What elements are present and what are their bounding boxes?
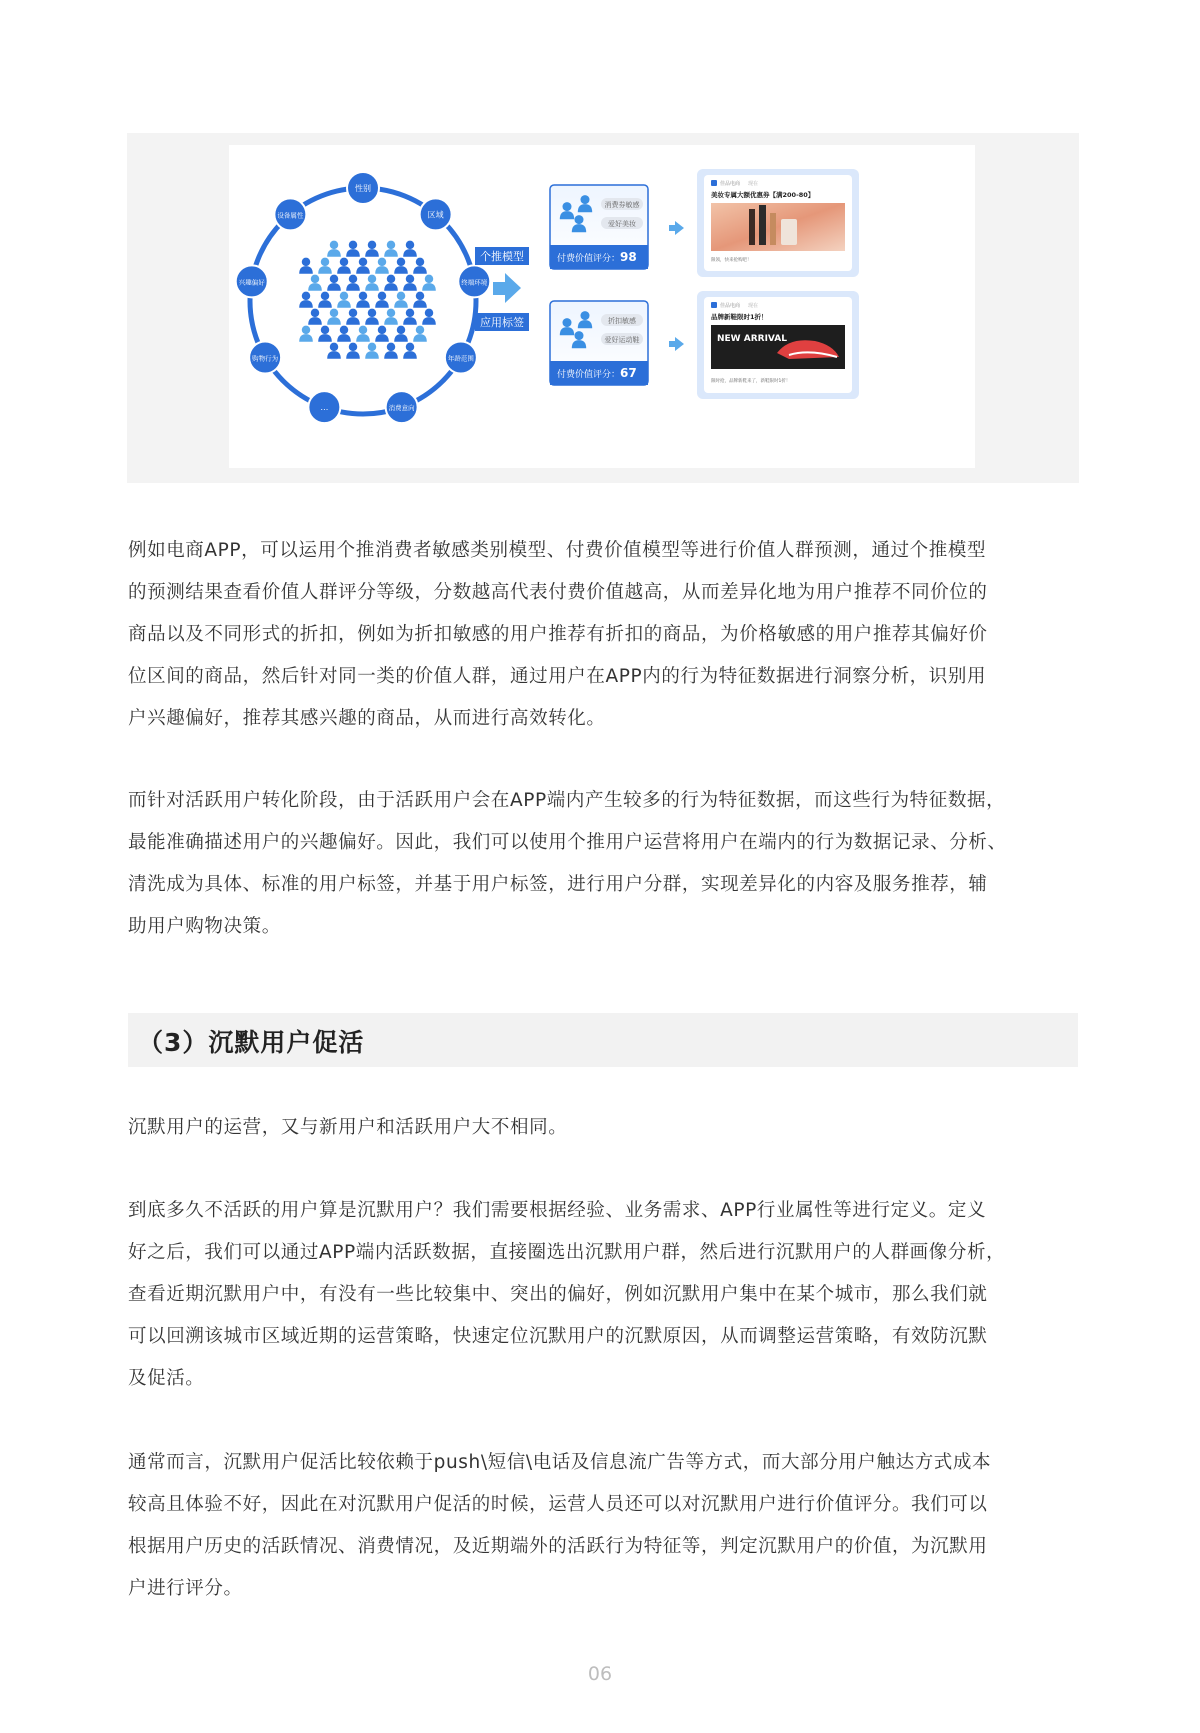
- person-icon: [403, 241, 417, 257]
- person-icon: [375, 258, 389, 274]
- text-line: 清洗成为具体、标准的用户标签，并基于用户标签，进行用户分群，实现差异化的内容及服务推荐，辅: [128, 874, 988, 895]
- ad-footer: 限领，快来抢购吧！: [711, 258, 752, 263]
- person-icon: [403, 343, 417, 359]
- paragraph-silent-scoring: [128, 1442, 1079, 1610]
- ring-label-text: 终端环境: [461, 278, 488, 287]
- person-icon: [365, 343, 379, 359]
- ring-label-text: 区域: [427, 210, 444, 220]
- paragraph-ecommerce-example: [128, 530, 1079, 740]
- ring-label-bubble: [249, 342, 281, 374]
- person-icon: [318, 326, 332, 342]
- ring-label-bubble: [458, 265, 490, 297]
- person-icon: [365, 309, 379, 325]
- app-icon: [711, 302, 717, 308]
- person-icon: [327, 343, 341, 359]
- person-icon: [318, 292, 332, 308]
- person-icon: [299, 292, 313, 308]
- figure-frame: [127, 133, 1079, 483]
- ad-time: 现在: [748, 181, 759, 187]
- person-icon: [327, 241, 341, 257]
- person-icon: [337, 258, 351, 274]
- model-tag-label: 应用标签: [480, 316, 524, 329]
- user-card-1: [550, 185, 648, 269]
- person-icon: [375, 326, 389, 342]
- person-icon: [403, 275, 417, 291]
- person-icon: [413, 326, 427, 342]
- person-icon: [384, 309, 398, 325]
- push-ad-card-1: [697, 169, 859, 277]
- person-icon: [365, 275, 379, 291]
- person-icon: [394, 292, 408, 308]
- text-line: 例如电商APP，可以运用个推消费者敏感类别模型、付费价值模型等进行价值人群预测，通过个推模型: [128, 540, 987, 561]
- person-icon: [375, 292, 389, 308]
- person-icon: [337, 292, 351, 308]
- ad-footer: 限时抢，品牌新鞋来了，新鞋限时1折！: [711, 379, 791, 384]
- text-line: 查看近期沉默用户中，有没有一些比较集中、突出的偏好，例如沉默用户集中在某个城市，那么我们就: [128, 1284, 988, 1305]
- card-score: 付费价值评分：98: [557, 250, 637, 264]
- paragraph-active-users: [128, 780, 1079, 948]
- person-icon: [422, 309, 436, 325]
- person-icon: [394, 258, 408, 274]
- card-tag: 消费券敏感: [604, 201, 640, 209]
- model-tag-2: [475, 313, 529, 331]
- model-tag-label: 个推模型: [480, 250, 524, 263]
- person-icon: [356, 326, 370, 342]
- app-icon: [711, 180, 717, 186]
- person-icon: [413, 258, 427, 274]
- section-title: （3）沉默用户促活: [138, 1028, 365, 1057]
- ad-title: 品牌新鞋限时1折！: [711, 313, 768, 321]
- card-tag: 折扣敏感: [608, 317, 636, 325]
- paragraph-silent-intro: [128, 1107, 1079, 1149]
- person-icon: [337, 326, 351, 342]
- ring-label-text: 年龄范围: [447, 354, 474, 363]
- person-icon: [318, 258, 332, 274]
- ring-label-bubble: [420, 198, 452, 230]
- person-icon: [299, 326, 313, 342]
- ring-label-bubble: [386, 391, 418, 423]
- text-line: 通常而言，沉默用户促活比较依赖于push\短信\电话及信息流广告等方式，而大部分用户触达方式成本: [128, 1452, 992, 1473]
- section-heading: [128, 1013, 1078, 1067]
- ring-label-bubble: [236, 265, 268, 297]
- card-tag: 爱好运动鞋: [604, 336, 640, 344]
- person-icon: [308, 275, 322, 291]
- ring-label-text: 兴趣偏好: [238, 278, 265, 287]
- ring-label-text: 性别: [355, 184, 371, 193]
- person-icon: [346, 241, 360, 257]
- ad-cosmetics-image: [711, 203, 845, 251]
- person-icon: [346, 275, 360, 291]
- person-icon: [346, 309, 360, 325]
- ring-label-bubble: [308, 391, 340, 423]
- card-tag: 爱好美妆: [608, 220, 636, 228]
- ring-label-bubble: [347, 172, 379, 204]
- text-line: 的预测结果查看价值人群评分等级，分数越高代表付费价值越高，从而差异化地为用户推荐不同价位的: [128, 582, 988, 603]
- figure-svg: [229, 145, 975, 468]
- page-number: 06: [587, 1663, 613, 1685]
- person-icon: [413, 292, 427, 308]
- person-icon: [422, 275, 436, 291]
- text-line: 最能准确描述用户的兴趣偏好。因此，我们可以使用个推用户运营将用户在端内的行为数据记录、分析、: [128, 832, 1007, 853]
- person-icon: [384, 241, 398, 257]
- user-segmentation-figure: [229, 145, 975, 468]
- model-tag-1: [475, 247, 529, 265]
- paragraph-silent-definition: [128, 1190, 1079, 1400]
- person-icon: [327, 275, 341, 291]
- person-icon: [356, 292, 370, 308]
- person-icon: [384, 343, 398, 359]
- push-ad-card-2: [697, 291, 859, 399]
- ad-app-name: 佳品电商: [720, 303, 741, 309]
- person-icon: [394, 326, 408, 342]
- person-icon: [356, 258, 370, 274]
- person-icon: [299, 258, 313, 274]
- text-line: 可以回溯该城市区域近期的运营策略，快速定位沉默用户的沉默原因，从而调整运营策略，有效防沉默: [128, 1326, 988, 1347]
- arrow-right-icon: [493, 273, 521, 303]
- text-line: 而针对活跃用户转化阶段，由于活跃用户会在APP端内产生较多的行为特征数据，而这些行为特征数据，: [128, 790, 1006, 811]
- card-score: 付费价值评分：67: [557, 366, 637, 380]
- ad-app-name: 佳品电商: [720, 181, 741, 187]
- text-line: 户进行评分。: [128, 1578, 243, 1599]
- text-line: 沉默用户的运营，又与新用户和活跃用户大不相同。: [128, 1117, 568, 1138]
- person-icon: [384, 275, 398, 291]
- text-line: 较高且体验不好，因此在对沉默用户促活的时候，运营人员还可以对沉默用户进行价值评分。我们可以: [128, 1494, 988, 1515]
- person-icon: [308, 309, 322, 325]
- text-line: 好之后，我们可以通过APP端内活跃数据，直接圈选出沉默用户群，然后进行沉默用户的人群画像分析，: [128, 1242, 1006, 1263]
- text-line: 户兴趣偏好，推荐其感兴趣的商品，从而进行高效转化。: [128, 708, 606, 729]
- text-line: 商品以及不同形式的折扣，例如为折扣敏感的用户推荐有折扣的商品，为价格敏感的用户推荐其偏好价: [128, 624, 988, 645]
- ad-title: 美妆专属大额优惠券【满200-80】: [711, 191, 815, 199]
- ad-time: 现在: [748, 303, 759, 309]
- ring-label-text: 购物行为: [252, 354, 279, 363]
- arrow-right-icon: [669, 337, 684, 351]
- text-line: 助用户购物决策。: [128, 916, 281, 937]
- ring-label-bubble: [445, 342, 477, 374]
- ring-label-text: 设备属性: [277, 211, 304, 220]
- ad-banner-text: NEW ARRIVAL: [717, 334, 787, 344]
- person-icon: [403, 309, 417, 325]
- person-icon: [327, 309, 341, 325]
- text-line: 及促活。: [128, 1368, 205, 1389]
- ring-label-text: 消费意向: [388, 404, 415, 413]
- text-line: 到底多久不活跃的用户算是沉默用户？我们需要根据经验、业务需求、APP行业属性等进行定义。定义: [128, 1200, 987, 1221]
- ring-label-text: …: [320, 403, 329, 413]
- ring-label-bubble: [274, 198, 306, 230]
- user-card-2: [550, 301, 648, 385]
- text-line: 根据用户历史的活跃情况、消费情况，及近期端外的活跃行为特征等，判定沉默用户的价值，为沉默用: [128, 1536, 988, 1557]
- crowd-people-icon: [299, 241, 436, 359]
- person-icon: [346, 343, 360, 359]
- arrow-right-icon: [669, 221, 684, 235]
- text-line: 位区间的商品，然后针对同一类的价值人群，通过用户在APP内的行为特征数据进行洞察分析，识别用: [128, 666, 987, 687]
- person-icon: [365, 241, 379, 257]
